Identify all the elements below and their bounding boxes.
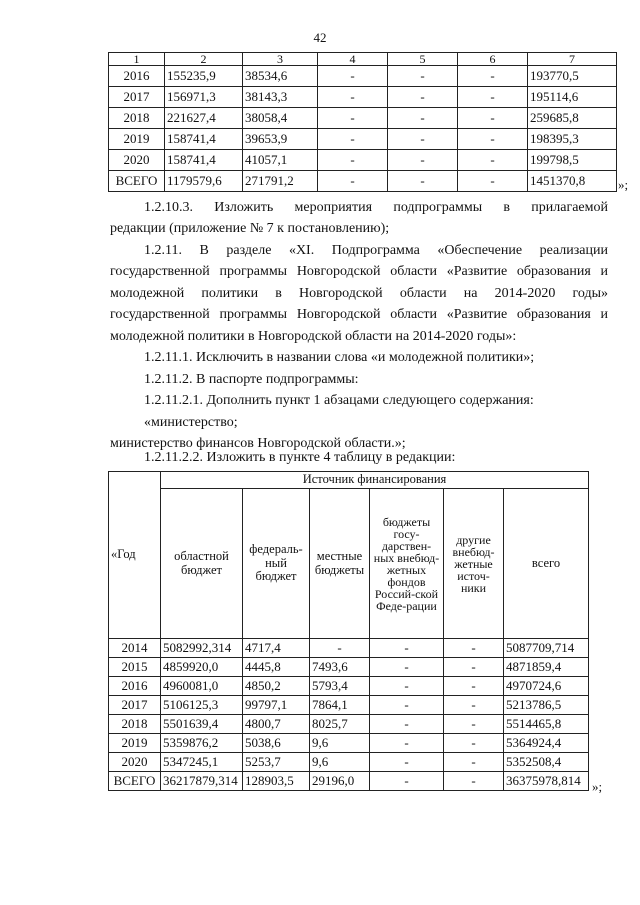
value-cell: - [370,753,444,772]
table2-closing-quote: »; [592,779,603,794]
year-cell: 2017 [109,696,161,715]
funding-table-continuation [108,52,617,192]
col-number: 5 [388,53,458,66]
paragraph-2-line-1: 1.2.11. В разделе «XI. Подпрограмма «Обеспечение реализации [144,243,608,258]
value-cell: - [444,677,504,696]
col-number: 6 [458,53,528,66]
table-row [109,87,617,108]
page-number: 42 [313,30,327,45]
table-row [109,715,589,734]
value-cell: 36375978,814 [504,772,589,791]
value-cell: - [370,715,444,734]
total-label-cell: ВСЕГО [109,772,161,791]
value-cell: - [370,696,444,715]
value-cell: 156971,3 [165,87,243,108]
col-number: 4 [318,53,388,66]
value-cell: - [458,129,528,150]
year-cell: 2018 [109,715,161,734]
value-cell: 199798,5 [528,150,617,171]
value-cell: 158741,4 [165,150,243,171]
paragraph-4: 1.2.11.2. В паспорте подпрограммы: [144,372,359,387]
value-cell: 4800,7 [243,715,310,734]
value-cell: 39653,9 [243,129,318,150]
value-cell: 4859920,0 [161,658,243,677]
year-cell: 2020 [109,753,161,772]
table-row [109,734,589,753]
paragraph-1-line-1: 1.2.10.3. Изложить мероприятия подпрограммы в прилагаемой [144,200,608,215]
value-cell: 5253,7 [243,753,310,772]
value-cell: 5106125,3 [161,696,243,715]
col-number: 3 [243,53,318,66]
value-cell: 9,6 [310,753,370,772]
value-cell: - [318,66,388,87]
value-cell: 5359876,2 [161,734,243,753]
year-cell: 2014 [109,639,161,658]
funding-source-header: Источник финансирования [161,472,589,489]
table1-closing-quote: »; [618,177,629,192]
value-cell: 4850,2 [243,677,310,696]
value-cell: - [370,677,444,696]
value-cell: 99797,1 [243,696,310,715]
value-cell: - [370,639,444,658]
value-cell: 193770,5 [528,66,617,87]
value-cell: - [444,734,504,753]
value-cell: 128903,5 [243,772,310,791]
paragraph-2-line-2: государственной программы Новгородской области «Развитие образования и [110,264,608,279]
table-row [109,677,589,696]
paragraph-2-line-3: молодежной политики в Новгородской области на 2014-2020 годы» [110,286,608,301]
col-number: 2 [165,53,243,66]
paragraph-6: «министерство; [144,415,238,430]
col-number: 1 [109,53,165,66]
value-cell: 5082992,314 [161,639,243,658]
value-cell: - [318,87,388,108]
value-cell: 5087709,714 [504,639,589,658]
col-number: 7 [528,53,617,66]
value-cell: - [370,734,444,753]
value-cell: - [388,129,458,150]
value-cell: 195114,6 [528,87,617,108]
local-budgets-header: местные бюджеты [310,489,370,639]
total-label-cell: ВСЕГО [109,171,165,192]
year-cell: 2015 [109,658,161,677]
regional-budget-header: областной бюджет [161,489,243,639]
value-cell: 38143,3 [243,87,318,108]
value-cell: 5364924,4 [504,734,589,753]
value-cell: - [388,150,458,171]
value-cell: - [388,108,458,129]
value-cell: 29196,0 [310,772,370,791]
value-cell: - [318,171,388,192]
column-number-row [109,53,617,66]
table-total-row [109,171,617,192]
year-column-header: «Год [109,472,161,639]
year-cell: 2019 [109,129,165,150]
value-cell: 4871859,4 [504,658,589,677]
value-cell: - [458,171,528,192]
value-cell: 4445,8 [243,658,310,677]
value-cell: 155235,9 [165,66,243,87]
paragraph-1-line-2: редакции (приложение № 7 к постановлению); [110,221,390,236]
value-cell: - [310,639,370,658]
value-cell: - [444,753,504,772]
table-row [109,66,617,87]
value-cell: - [458,108,528,129]
value-cell: 8025,7 [310,715,370,734]
value-cell: 4717,4 [243,639,310,658]
value-cell: 5213786,5 [504,696,589,715]
value-cell: 271791,2 [243,171,318,192]
other-sources-header: другие внебюд-жетные источ-ники [444,489,504,639]
table-row [109,639,589,658]
value-cell: 38058,4 [243,108,318,129]
value-cell: 221627,4 [165,108,243,129]
value-cell: 1179579,6 [165,171,243,192]
value-cell: - [444,639,504,658]
paragraph-8: 1.2.11.2.2. Изложить в пункте 4 таблицу в редакции: [144,450,456,465]
value-cell: - [388,66,458,87]
paragraph-5: 1.2.11.2.1. Дополнить пункт 1 абзацами следующего содержания: [144,393,534,408]
value-cell: - [318,129,388,150]
paragraph-2-line-5: молодежной политики в Новгородской области на 2014-2020 годы»: [110,329,517,344]
year-cell: 2016 [109,677,161,696]
table-row [109,129,617,150]
year-cell: 2016 [109,66,165,87]
year-cell: 2017 [109,87,165,108]
year-cell: 2019 [109,734,161,753]
value-cell: 4960081,0 [161,677,243,696]
value-cell: - [444,658,504,677]
total-header: всего [504,489,589,639]
value-cell: 158741,4 [165,129,243,150]
value-cell: 5352508,4 [504,753,589,772]
paragraph-7: министерство финансов Новгородской области.»; [110,436,406,451]
value-cell: 5501639,4 [161,715,243,734]
value-cell: - [388,87,458,108]
value-cell: - [388,171,458,192]
value-cell: 36217879,314 [161,772,243,791]
value-cell: 198395,3 [528,129,617,150]
paragraph-3: 1.2.11.1. Исключить в названии слова «и молодежной политики»; [144,350,535,365]
year-cell: 2018 [109,108,165,129]
state-offbudget-funds-header: бюджеты госу-дарствен-ных внебюд-жетных фондов Россий-ской Феде-рации [370,489,444,639]
value-cell: 4970724,6 [504,677,589,696]
value-cell: 5514465,8 [504,715,589,734]
value-cell: 5793,4 [310,677,370,696]
funding-sources-table [108,471,589,791]
value-cell: - [458,87,528,108]
table-row [109,108,617,129]
value-cell: 5038,6 [243,734,310,753]
value-cell: 38534,6 [243,66,318,87]
value-cell: 9,6 [310,734,370,753]
value-cell: 7864,1 [310,696,370,715]
value-cell: - [458,150,528,171]
value-cell: - [370,772,444,791]
value-cell: 41057,1 [243,150,318,171]
value-cell: 259685,8 [528,108,617,129]
table-row [109,753,589,772]
paragraph-2-line-4: государственной программы Новгородской области «Развитие образования и [110,307,608,322]
value-cell: - [318,108,388,129]
value-cell: - [370,658,444,677]
federal-budget-header: федераль-ный бюджет [243,489,310,639]
value-cell: 7493,6 [310,658,370,677]
value-cell: - [318,150,388,171]
table-row [109,658,589,677]
table-row [109,696,589,715]
year-cell: 2020 [109,150,165,171]
value-cell: - [444,772,504,791]
table-row [109,150,617,171]
value-cell: 5347245,1 [161,753,243,772]
table-total-row [109,772,589,791]
value-cell: - [458,66,528,87]
value-cell: - [444,696,504,715]
value-cell: - [444,715,504,734]
value-cell: 1451370,8 [528,171,617,192]
